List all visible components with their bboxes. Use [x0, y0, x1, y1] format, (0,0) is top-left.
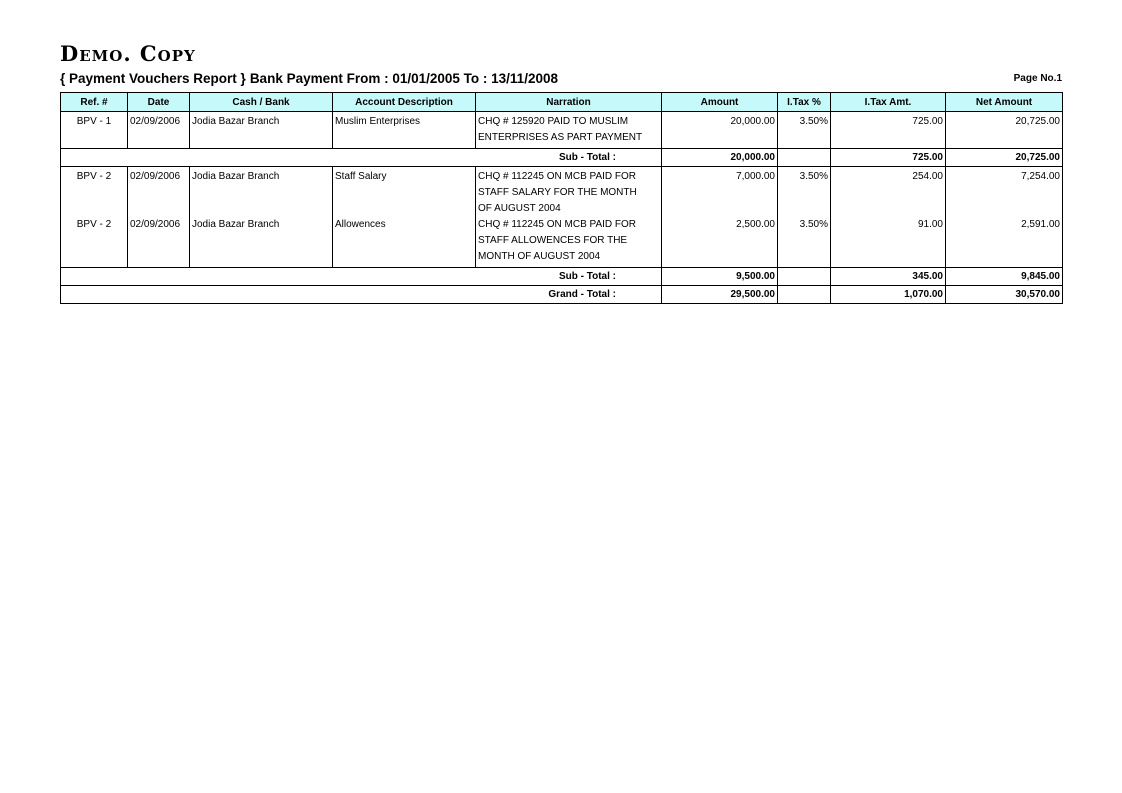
- cell-net-amount: 7,254.00: [946, 167, 1063, 218]
- cell-cash-bank: Jodia Bazar Branch: [190, 112, 333, 149]
- grand-total-itax-pct: [778, 286, 831, 304]
- cell-amount: 2,500.00: [662, 217, 778, 268]
- cell-account: Muslim Enterprises: [333, 112, 476, 149]
- page-number-value: 1: [1056, 73, 1062, 84]
- grand-total-label: Grand - Total :: [61, 286, 662, 304]
- company-name: Demo. Copy: [60, 41, 196, 66]
- cell-date: 02/09/2006: [128, 167, 190, 218]
- cell-narration: [476, 167, 662, 218]
- subtotal-amount: 9,500.00: [662, 268, 778, 286]
- subtotal-net-amount: 9,845.00: [946, 268, 1063, 286]
- grand-total-amount: 29,500.00: [662, 286, 778, 304]
- subtotal-row: [61, 268, 1063, 286]
- cell-ref: BPV - 2: [61, 167, 128, 218]
- subtotal-row: [61, 149, 1063, 167]
- col-header-date: Date: [128, 93, 190, 112]
- subtotal-itax-pct: [778, 268, 831, 286]
- table-header-row: [61, 93, 1063, 112]
- cell-net-amount: 2,591.00: [946, 217, 1063, 268]
- cell-cash-bank: Jodia Bazar Branch: [190, 217, 333, 268]
- cell-ref: BPV - 1: [61, 112, 128, 149]
- cell-cash-bank: Jodia Bazar Branch: [190, 167, 333, 218]
- col-header-narration: Narration: [476, 93, 662, 112]
- col-header-amount: Amount: [662, 93, 778, 112]
- subtotal-itax-pct: [778, 149, 831, 167]
- narration-line: CHQ # 112245 ON MCB PAID FOR: [478, 171, 637, 182]
- narration-line: CHQ # 112245 ON MCB PAID FOR: [478, 219, 637, 230]
- cell-itax-pct: 3.50%: [778, 112, 831, 149]
- cell-account: Allowences: [333, 217, 476, 268]
- col-header-itax-amt: I.Tax Amt.: [831, 93, 946, 112]
- narration-line: CHQ # 125920 PAID TO MUSLIM: [478, 116, 629, 127]
- report-title-prefix: { Payment Vouchers Report }: [60, 71, 246, 86]
- narration-line: ENTERPRISES AS PART PAYMENT: [478, 132, 643, 143]
- col-header-cash-bank: Cash / Bank: [190, 93, 333, 112]
- subtotal-itax-amt: 725.00: [831, 149, 946, 167]
- narration-line: STAFF SALARY FOR THE MONTH: [478, 187, 637, 198]
- table-row: [61, 167, 1063, 218]
- cell-net-amount: 20,725.00: [946, 112, 1063, 149]
- cell-itax-pct: 3.50%: [778, 167, 831, 218]
- table-row: [61, 217, 1063, 268]
- report-title: [60, 71, 562, 87]
- page-number-label: Page No.: [1013, 73, 1057, 84]
- page-number: [1014, 73, 1062, 85]
- cell-itax-amt: 91.00: [831, 217, 946, 268]
- cell-itax-amt: 254.00: [831, 167, 946, 218]
- table-row: [61, 112, 1063, 149]
- narration-line: MONTH OF AUGUST 2004: [478, 251, 601, 262]
- col-header-account-description: Account Description: [333, 93, 476, 112]
- narration-line: STAFF ALLOWENCES FOR THE: [478, 235, 628, 246]
- cell-narration: [476, 112, 662, 149]
- subtotal-amount: 20,000.00: [662, 149, 778, 167]
- col-header-itax-pct: I.Tax %: [778, 93, 831, 112]
- cell-itax-pct: 3.50%: [778, 217, 831, 268]
- col-header-ref: Ref. #: [61, 93, 128, 112]
- cell-account: Staff Salary: [333, 167, 476, 218]
- subtotal-label: Sub - Total :: [61, 149, 662, 167]
- cell-date: 02/09/2006: [128, 217, 190, 268]
- grand-total-row: [61, 286, 1063, 304]
- cell-ref: BPV - 2: [61, 217, 128, 268]
- subtotal-itax-amt: 345.00: [831, 268, 946, 286]
- subtotal-label: Sub - Total :: [61, 268, 662, 286]
- cell-itax-amt: 725.00: [831, 112, 946, 149]
- grand-total-net-amount: 30,570.00: [946, 286, 1063, 304]
- grand-total-itax-amt: 1,070.00: [831, 286, 946, 304]
- cell-date: 02/09/2006: [128, 112, 190, 149]
- cell-amount: 7,000.00: [662, 167, 778, 218]
- cell-amount: 20,000.00: [662, 112, 778, 149]
- col-header-net-amount: Net Amount: [946, 93, 1063, 112]
- vouchers-table: [60, 92, 1063, 304]
- subtotal-net-amount: 20,725.00: [946, 149, 1063, 167]
- report-title-main: Bank Payment From : 01/01/2005 To : 13/11/2008: [249, 71, 558, 86]
- cell-narration: [476, 217, 662, 268]
- narration-line: OF AUGUST 2004: [478, 203, 561, 214]
